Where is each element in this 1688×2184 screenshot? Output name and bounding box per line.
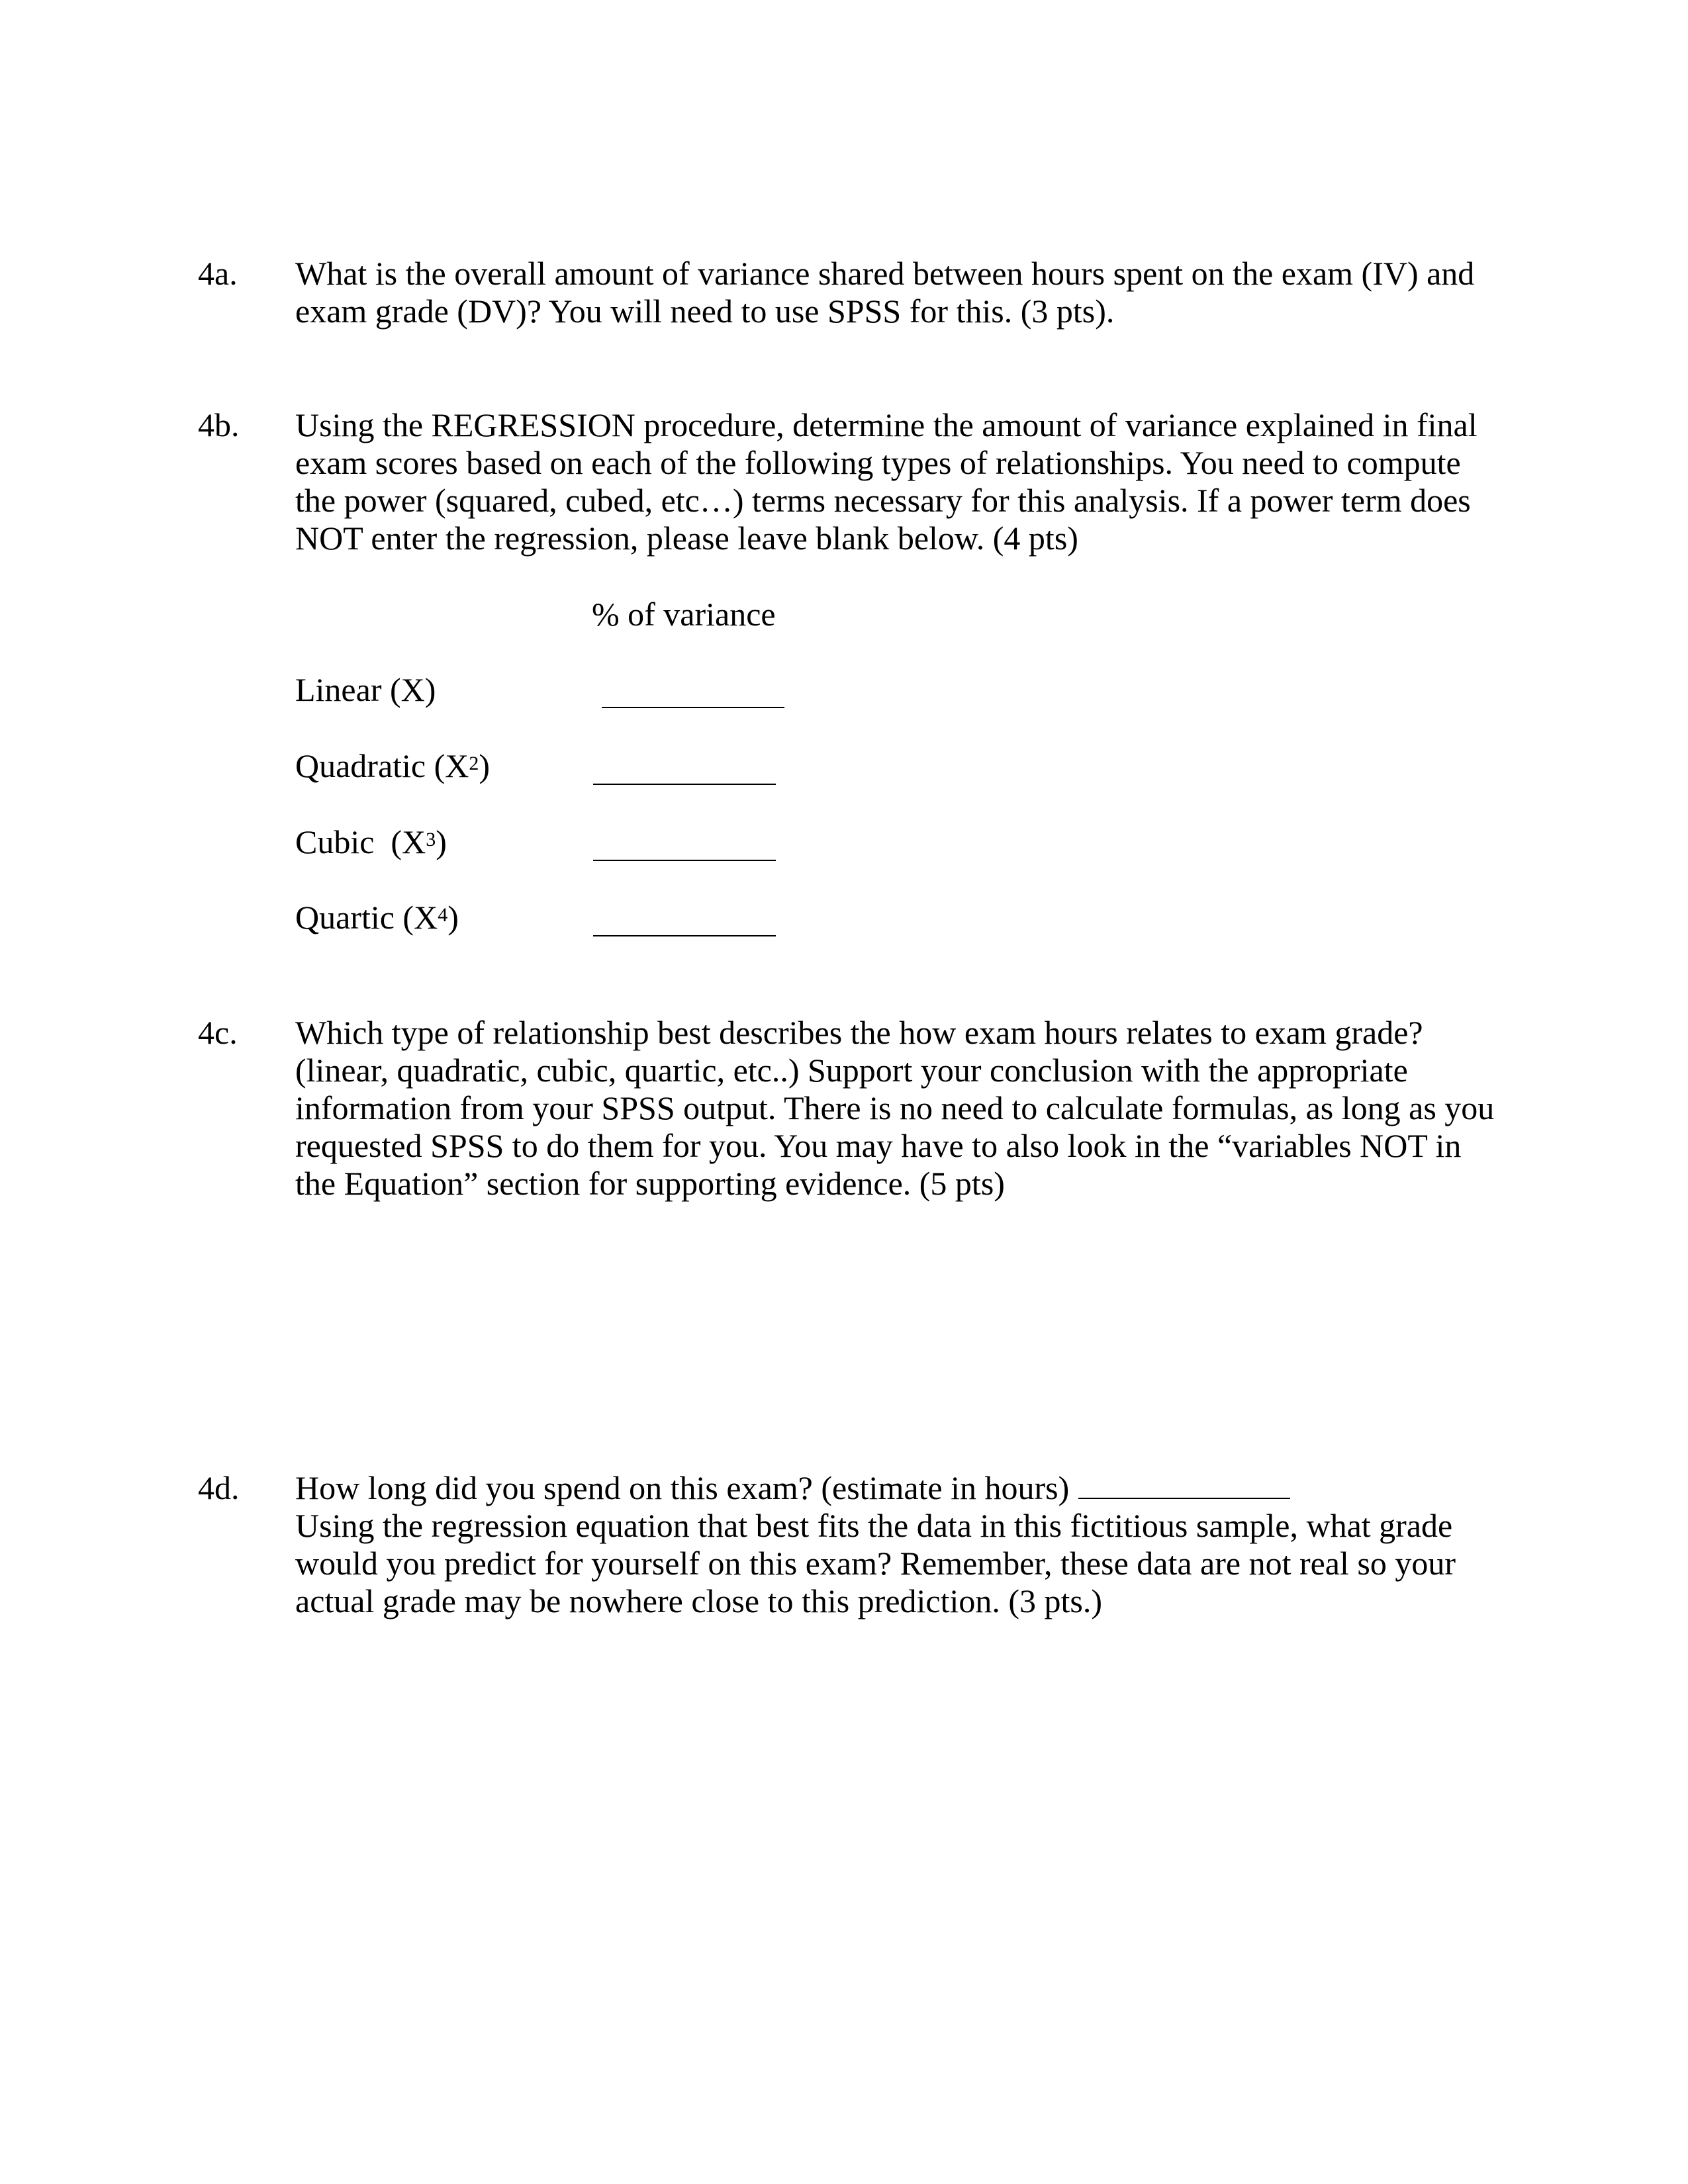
label-text: Cubic (X xyxy=(295,823,426,860)
label-text: Quartic (X xyxy=(295,899,438,936)
question-text-line: exam grade (DV)? You will need to use SPSS for this. (3 pts). xyxy=(295,293,1115,330)
hours-question: How long did you spend on this exam? (estimate in hours) xyxy=(295,1469,1070,1506)
label-close: ) xyxy=(479,747,491,784)
question-text-line: would you predict for yourself on this exam? Remember, these data are not real so your xyxy=(295,1545,1456,1582)
answer-blank-linear[interactable] xyxy=(602,707,784,708)
hours-answer-blank[interactable] xyxy=(1078,1471,1290,1499)
question-number: 4a. xyxy=(198,255,238,292)
question-number: 4c. xyxy=(198,1014,238,1051)
exponent: 3 xyxy=(426,829,436,850)
row-label-linear: Linear (X) xyxy=(295,671,436,708)
row-label-quartic xyxy=(295,899,459,936)
variance-column-header: % of variance xyxy=(592,596,776,633)
question-text-line: the Equation” section for supporting evidence. (5 pts) xyxy=(295,1165,1005,1202)
label-close: ) xyxy=(447,899,459,936)
exponent: 4 xyxy=(438,904,448,926)
question-number: 4b. xyxy=(198,406,240,443)
question-number: 4d. xyxy=(198,1469,240,1506)
question-text-line xyxy=(295,1469,1553,1507)
row-label-cubic xyxy=(295,823,447,861)
answer-blank-quadratic[interactable] xyxy=(593,784,776,785)
question-text-line: NOT enter the regression, please leave blank below. (4 pts) xyxy=(295,520,1078,557)
question-text-line: information from your SPSS output. There is no need to calculate formulas, as long as you xyxy=(295,1089,1495,1126)
question-text-line: the power (squared, cubed, etc…) terms necessary for this analysis. If a power term does xyxy=(295,482,1471,519)
label-text: Quadratic (X xyxy=(295,747,469,784)
answer-blank-quartic[interactable] xyxy=(593,935,776,936)
question-text-line: (linear, quadratic, cubic, quartic, etc..) Support your conclusion with the appropriate xyxy=(295,1052,1408,1089)
question-text-line: What is the overall amount of variance shared between hours spent on the exam (IV) and xyxy=(295,255,1475,292)
question-text-line: Using the regression equation that best fits the data in this fictitious sample, what grade xyxy=(295,1507,1453,1544)
label-close: ) xyxy=(436,823,447,860)
question-text-line: requested SPSS to do them for you. You may have to also look in the “variables NOT in xyxy=(295,1127,1462,1164)
question-text-line: exam scores based on each of the following types of relationships. You need to compute xyxy=(295,444,1461,481)
answer-blank-cubic[interactable] xyxy=(593,860,776,861)
exponent: 2 xyxy=(469,752,479,774)
question-text-line: Which type of relationship best describes the how exam hours relates to exam grade? xyxy=(295,1014,1423,1051)
row-label-quadratic xyxy=(295,747,490,785)
question-text-line: actual grade may be nowhere close to this prediction. (3 pts.) xyxy=(295,1582,1103,1619)
question-text-line: Using the REGRESSION procedure, determine the amount of variance explained in final xyxy=(295,406,1477,443)
